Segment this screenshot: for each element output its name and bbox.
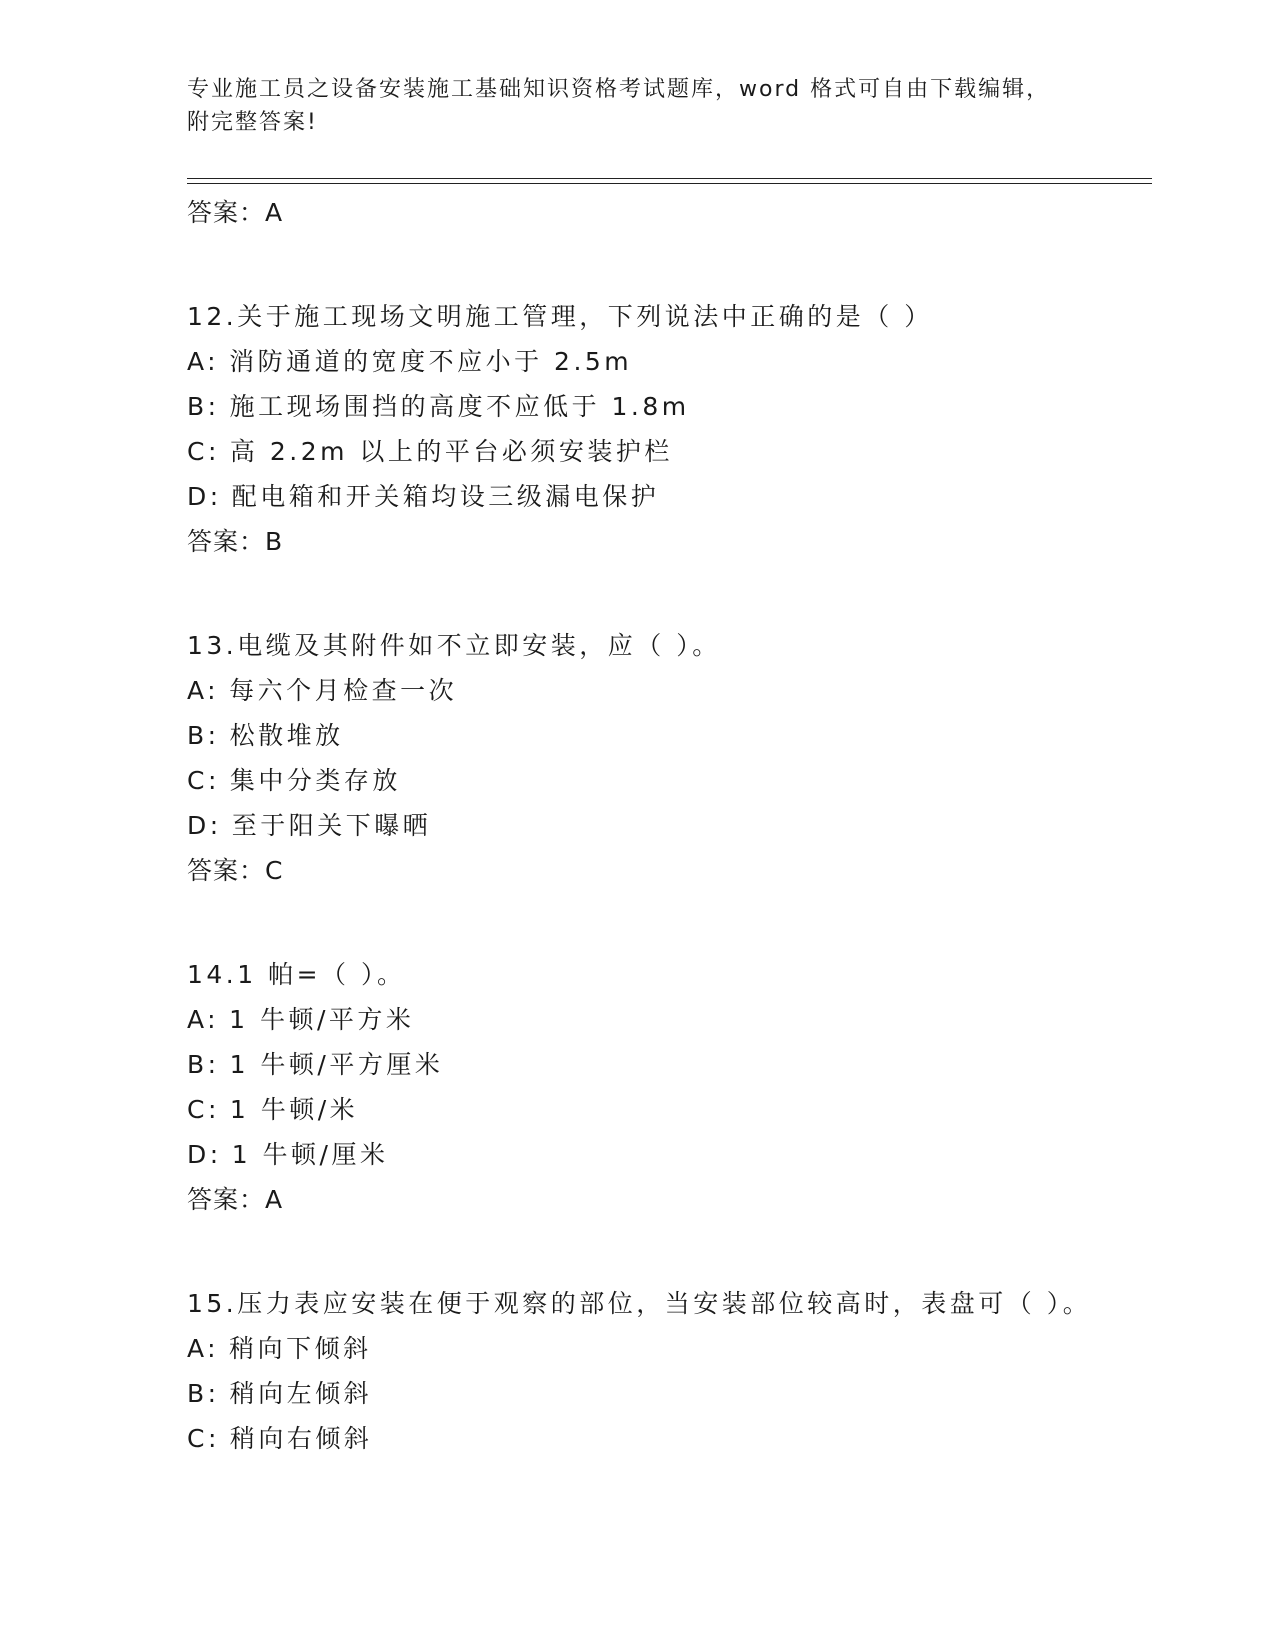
option-d bbox=[187, 1132, 1127, 1177]
option-b bbox=[187, 384, 1127, 429]
option-text: 至于阳关下曝晒 bbox=[231, 811, 432, 840]
question-block bbox=[187, 623, 1127, 893]
option-text: 稍向下倾斜 bbox=[229, 1334, 372, 1363]
answer-line: 答案：C bbox=[187, 856, 284, 885]
option-text: 1 牛顿/厘米 bbox=[231, 1140, 389, 1169]
option-key: C: bbox=[187, 1424, 220, 1453]
header-line-1: 专业施工员之设备安装施工基础知识资格考试题库，word 格式可自由下载编辑， bbox=[187, 77, 1051, 102]
question-block bbox=[187, 952, 1127, 1222]
option-text: 消防通道的宽度不应小于 2.5m bbox=[229, 347, 633, 376]
header-line-2: 附完整答案! bbox=[187, 110, 318, 135]
option-b bbox=[187, 1371, 1127, 1416]
question-stem: 15.压力表应安装在便于观察的部位，当安装部位较高时，表盘可（ ）。 bbox=[187, 1289, 1092, 1318]
option-a bbox=[187, 997, 1127, 1042]
option-text: 稍向右倾斜 bbox=[229, 1424, 373, 1453]
option-b bbox=[187, 1042, 1127, 1087]
option-key: C: bbox=[187, 437, 220, 466]
question-list bbox=[187, 190, 1127, 1461]
option-key: B: bbox=[187, 1050, 220, 1079]
option-text: 松散堆放 bbox=[229, 721, 344, 750]
option-key: A: bbox=[187, 1334, 220, 1363]
option-text: 配电箱和开关箱均设三级漏电保护 bbox=[231, 482, 660, 511]
option-d bbox=[187, 474, 1127, 519]
option-key: D: bbox=[187, 482, 222, 511]
option-key: C: bbox=[187, 766, 220, 795]
option-c bbox=[187, 429, 1127, 474]
option-key: B: bbox=[187, 1379, 220, 1408]
document-header bbox=[187, 73, 1087, 139]
question-stem: 12.关于施工现场文明施工管理，下列说法中正确的是（ ） bbox=[187, 302, 933, 331]
option-key: B: bbox=[187, 721, 220, 750]
option-a bbox=[187, 1326, 1127, 1371]
answer-line: 答案：A bbox=[187, 1185, 284, 1214]
option-text: 1 牛顿/米 bbox=[229, 1095, 359, 1124]
option-a bbox=[187, 668, 1127, 713]
option-key: B: bbox=[187, 392, 220, 421]
option-d bbox=[187, 803, 1127, 848]
answer-line: 答案：B bbox=[187, 527, 284, 556]
option-c bbox=[187, 1087, 1127, 1132]
option-a bbox=[187, 339, 1127, 384]
option-key: A: bbox=[187, 347, 220, 376]
question-block bbox=[187, 294, 1127, 564]
header-divider-top bbox=[187, 178, 1152, 179]
option-text: 1 牛顿/平方厘米 bbox=[229, 1050, 444, 1079]
option-key: C: bbox=[187, 1095, 220, 1124]
option-text: 施工现场围挡的高度不应低于 1.8m bbox=[229, 392, 690, 421]
option-key: A: bbox=[187, 676, 220, 705]
option-key: D: bbox=[187, 1140, 222, 1169]
option-c bbox=[187, 1416, 1127, 1461]
option-key: A: bbox=[187, 1005, 220, 1034]
option-b bbox=[187, 713, 1127, 758]
option-text: 集中分类存放 bbox=[229, 766, 401, 795]
option-c bbox=[187, 758, 1127, 803]
option-text: 1 牛顿/平方米 bbox=[229, 1005, 415, 1034]
question-stem: 14.1 帕=（ ）。 bbox=[187, 960, 406, 989]
question-block bbox=[187, 1281, 1127, 1461]
answer-line: 答案：A bbox=[187, 198, 284, 227]
option-text: 每六个月检查一次 bbox=[229, 676, 458, 705]
header-divider-bottom bbox=[187, 183, 1152, 184]
option-key: D: bbox=[187, 811, 222, 840]
option-text: 高 2.2m 以上的平台必须安装护栏 bbox=[229, 437, 673, 466]
option-text: 稍向左倾斜 bbox=[229, 1379, 373, 1408]
question-stem: 13.电缆及其附件如不立即安装，应（ ）。 bbox=[187, 631, 721, 660]
